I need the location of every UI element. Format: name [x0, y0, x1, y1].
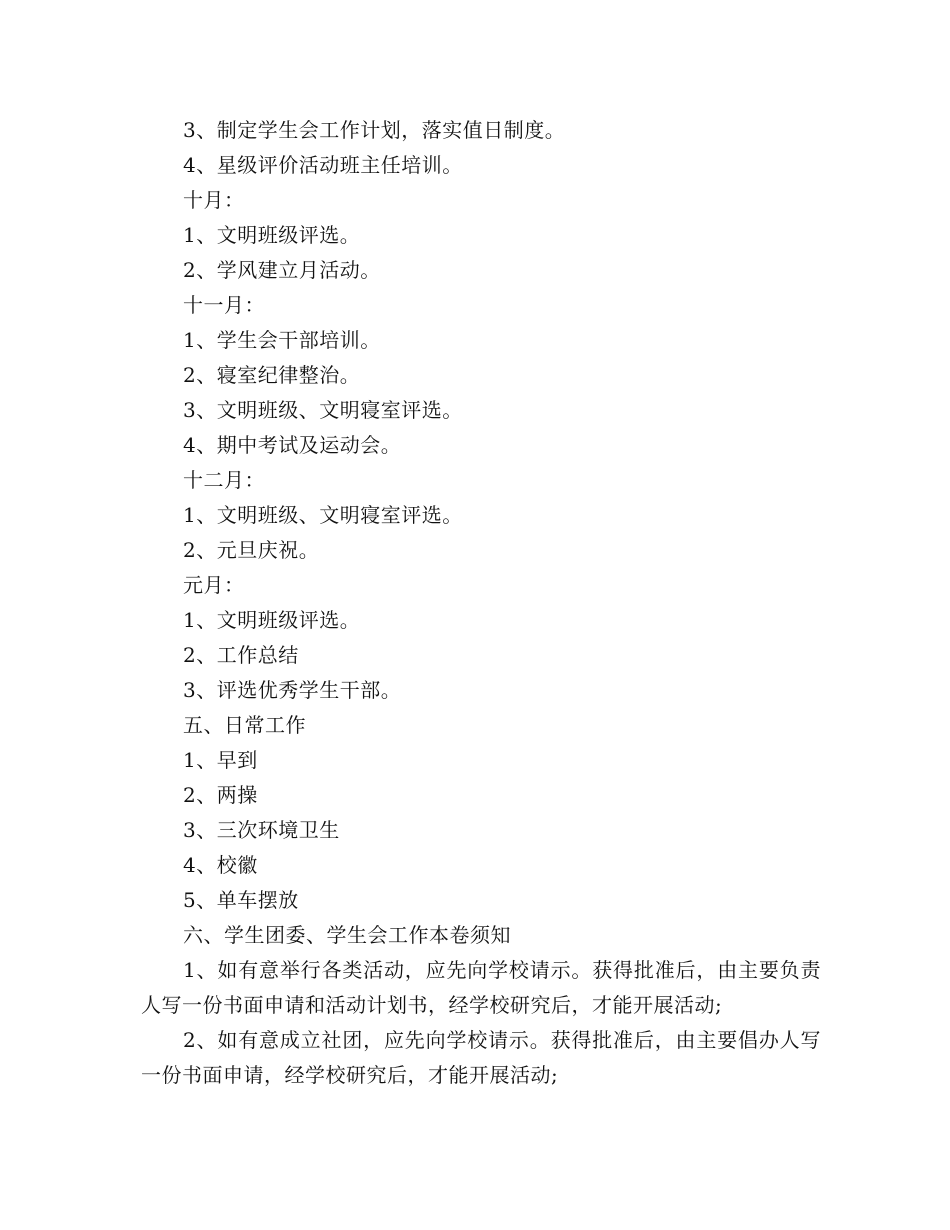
text-line: 2、学风建立月活动。	[183, 258, 381, 282]
text-line: 2、工作总结	[183, 643, 299, 667]
text-line: 2、两操	[183, 783, 258, 807]
text-line: 2、寝室纪律整治。	[183, 363, 361, 387]
section-heading: 十二月：	[183, 468, 265, 492]
text-line: 3、文明班级、文明寝室评选。	[183, 398, 463, 422]
text-line: 4、校徽	[183, 853, 258, 877]
text-line: 5、单车摆放	[183, 888, 299, 912]
text-line: 2、元旦庆祝。	[183, 538, 320, 562]
section-heading: 十月：	[183, 188, 245, 212]
text-line: 1、文明班级评选。	[183, 608, 361, 632]
text-line: 4、星级评价活动班主任培训。	[183, 153, 463, 177]
text-line: 1、学生会干部培训。	[183, 328, 381, 352]
section-heading: 六、学生团委、学生会工作本卷须知	[183, 923, 511, 947]
paragraph: 2、如有意成立社团，应先向学校请示。获得批准后，由主要倡办人写一份书面申请，经学校研究后，才能开展活动;	[141, 1028, 821, 1087]
text-line: 4、期中考试及运动会。	[183, 433, 402, 457]
paragraph: 1、如有意举行各类活动，应先向学校请示。获得批准后，由主要负责人写一份书面申请和活动计划书，经学校研究后，才能开展活动;	[141, 958, 821, 1017]
text-line: 1、早到	[183, 748, 258, 772]
text-line: 3、制定学生会工作计划，落实值日制度。	[183, 118, 566, 142]
section-heading: 五、日常工作	[183, 713, 306, 737]
text-line: 3、三次环境卫生	[183, 818, 340, 842]
document-body	[141, 113, 821, 1093]
text-line: 3、评选优秀学生干部。	[183, 678, 402, 702]
section-heading: 十一月：	[183, 293, 265, 317]
text-line: 1、文明班级、文明寝室评选。	[183, 503, 463, 527]
section-heading: 元月：	[183, 573, 245, 597]
text-line: 1、文明班级评选。	[183, 223, 361, 247]
